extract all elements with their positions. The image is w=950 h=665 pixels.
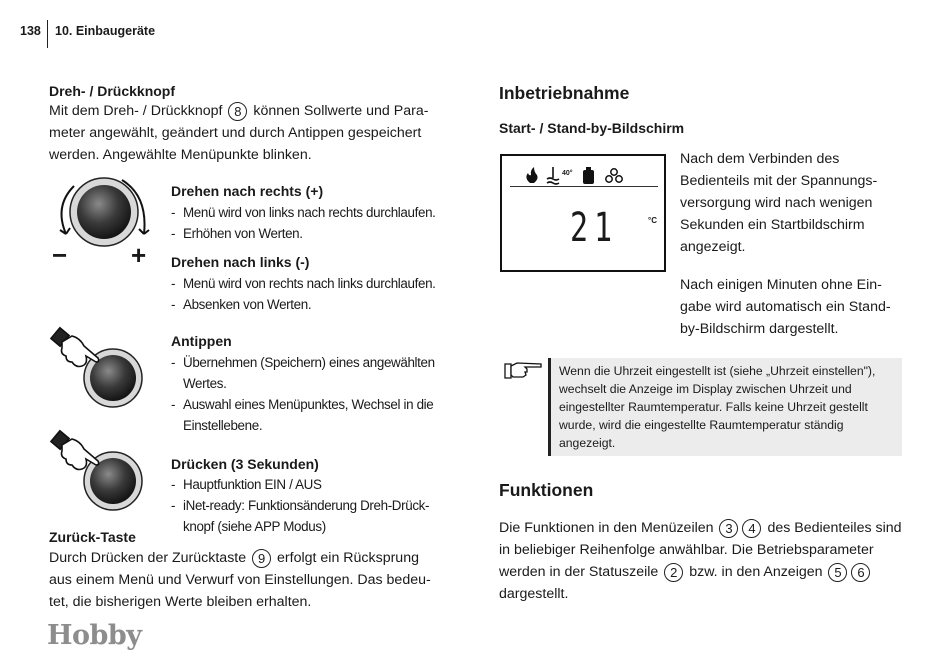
- standby-paragraph: Nach einigen Minuten ohne Ein- gabe wird automatisch ein Stand- by-Bildschirm dargestellt.: [680, 277, 891, 337]
- functions-title: Funktionen: [499, 480, 594, 500]
- knob-line-3: werden. Angewählte Menüpunkte blinken.: [49, 147, 312, 163]
- water-heater-icon: [547, 167, 559, 184]
- start-screen-subtitle: Start- / Stand-by-Bildschirm: [499, 120, 685, 136]
- header-divider: [47, 20, 48, 48]
- start-screen-paragraph: Nach dem Verbinden des Bedienteils mit der Spannungs- versorgung wird nach wenigen Sekunden ein Startbildschirm angezeigt.: [680, 151, 878, 255]
- rotate-right-heading: Drehen nach rechts (+): [171, 183, 324, 199]
- back-heading: Zurück-Taste: [49, 529, 136, 545]
- list-item: - Menü wird von rechts nach links durchlaufen.: [171, 273, 461, 294]
- commissioning-title: Inbetriebnahme: [499, 83, 630, 103]
- list-item: - Absenken von Werten.: [171, 294, 461, 315]
- list-item: - iNet-ready: Funktionsänderung Dreh-Drück- knopf (siehe APP Modus): [171, 495, 461, 537]
- display-status-icons: [522, 164, 632, 186]
- circled-number: 4: [742, 519, 761, 538]
- plus-sign: +: [131, 240, 147, 270]
- back-paragraph: Durch Drücken der Zurücktaste 9 erfolgt ein Rücksprung aus einem Menü und Verwurf von Einstellungen. Das bedeu- tet, die bisherigen Werte bleiben erhalten.: [49, 550, 431, 610]
- press-list: [171, 474, 461, 537]
- list-item: - Erhöhen von Werten.: [171, 223, 461, 244]
- list-item: - Übernehmen (Speichern) eines angewählten Wertes.: [171, 352, 461, 394]
- list-item: - Hauptfunktion EIN / AUS: [171, 474, 461, 495]
- circled-number: 6: [851, 563, 870, 582]
- circled-number: 5: [828, 563, 847, 582]
- tap-heading: Antippen: [171, 333, 232, 349]
- circled-number: 9: [252, 549, 271, 568]
- knob-text-before: Mit dem Dreh- / Drückknopf: [49, 103, 223, 119]
- lcd-display: [500, 154, 666, 272]
- gas-bottle-icon: [583, 167, 594, 184]
- press-heading: Drücken (3 Sekunden): [171, 456, 319, 472]
- rotate-left-list: [171, 273, 461, 315]
- hobby-logo: Hobby: [47, 620, 142, 651]
- display-divider: [510, 186, 658, 187]
- chapter-title: 10. Einbaugeräte: [55, 24, 156, 38]
- knob-paragraph: [49, 100, 459, 166]
- page-number: 138: [20, 24, 41, 38]
- rotate-right-list: [171, 202, 461, 244]
- fan-icon: [606, 169, 622, 182]
- temperature-value: 21: [570, 205, 619, 251]
- tap-list: [171, 352, 461, 436]
- rotate-left-heading: Drehen nach links (-): [171, 254, 310, 270]
- knob-text-after: können Sollwerte und Para-: [253, 103, 429, 119]
- temperature-unit: °C: [648, 216, 657, 225]
- list-item: - Auswahl eines Menüpunktes, Wechsel in die Einstellebene.: [171, 394, 461, 436]
- circled-number: 2: [664, 563, 683, 582]
- pointing-hand-note-icon: [503, 360, 543, 380]
- circled-number: 8: [228, 102, 247, 121]
- flame-icon: [526, 167, 537, 183]
- functions-paragraph: Die Funktionen in den Menüzeilen 3 4 des Bedienteiles sind in beliebiger Reihenfolge anwählbar. Die Betriebsparameter werden in der Statuszeile 2 bzw. in den Anzeigen 5 6 dargestellt.: [499, 520, 902, 602]
- water-temp-label: 40°: [562, 170, 573, 177]
- tap-knob-illustration: [50, 322, 150, 412]
- circled-number: 3: [719, 519, 738, 538]
- knob-heading: Dreh- / Drückknopf: [49, 83, 176, 99]
- minus-sign: −: [52, 240, 68, 270]
- list-item: - Menü wird von links nach rechts durchlaufen.: [171, 202, 461, 223]
- note-box: Wenn die Uhrzeit eingestellt ist (siehe „Uhrzeit einstellen"), wechselt die Anzeige im Display zwischen Uhrzeit und eingestellter Raumtemperatur. Falls keine Uhrzeit gestellt wurde, wird die eingestellte Raumtemperatur ständig angezeigt.: [548, 358, 902, 456]
- knob-line-2: meter angewählt, geändert und durch Antippen gespeichert: [49, 125, 422, 141]
- press-knob-illustration: [50, 425, 150, 515]
